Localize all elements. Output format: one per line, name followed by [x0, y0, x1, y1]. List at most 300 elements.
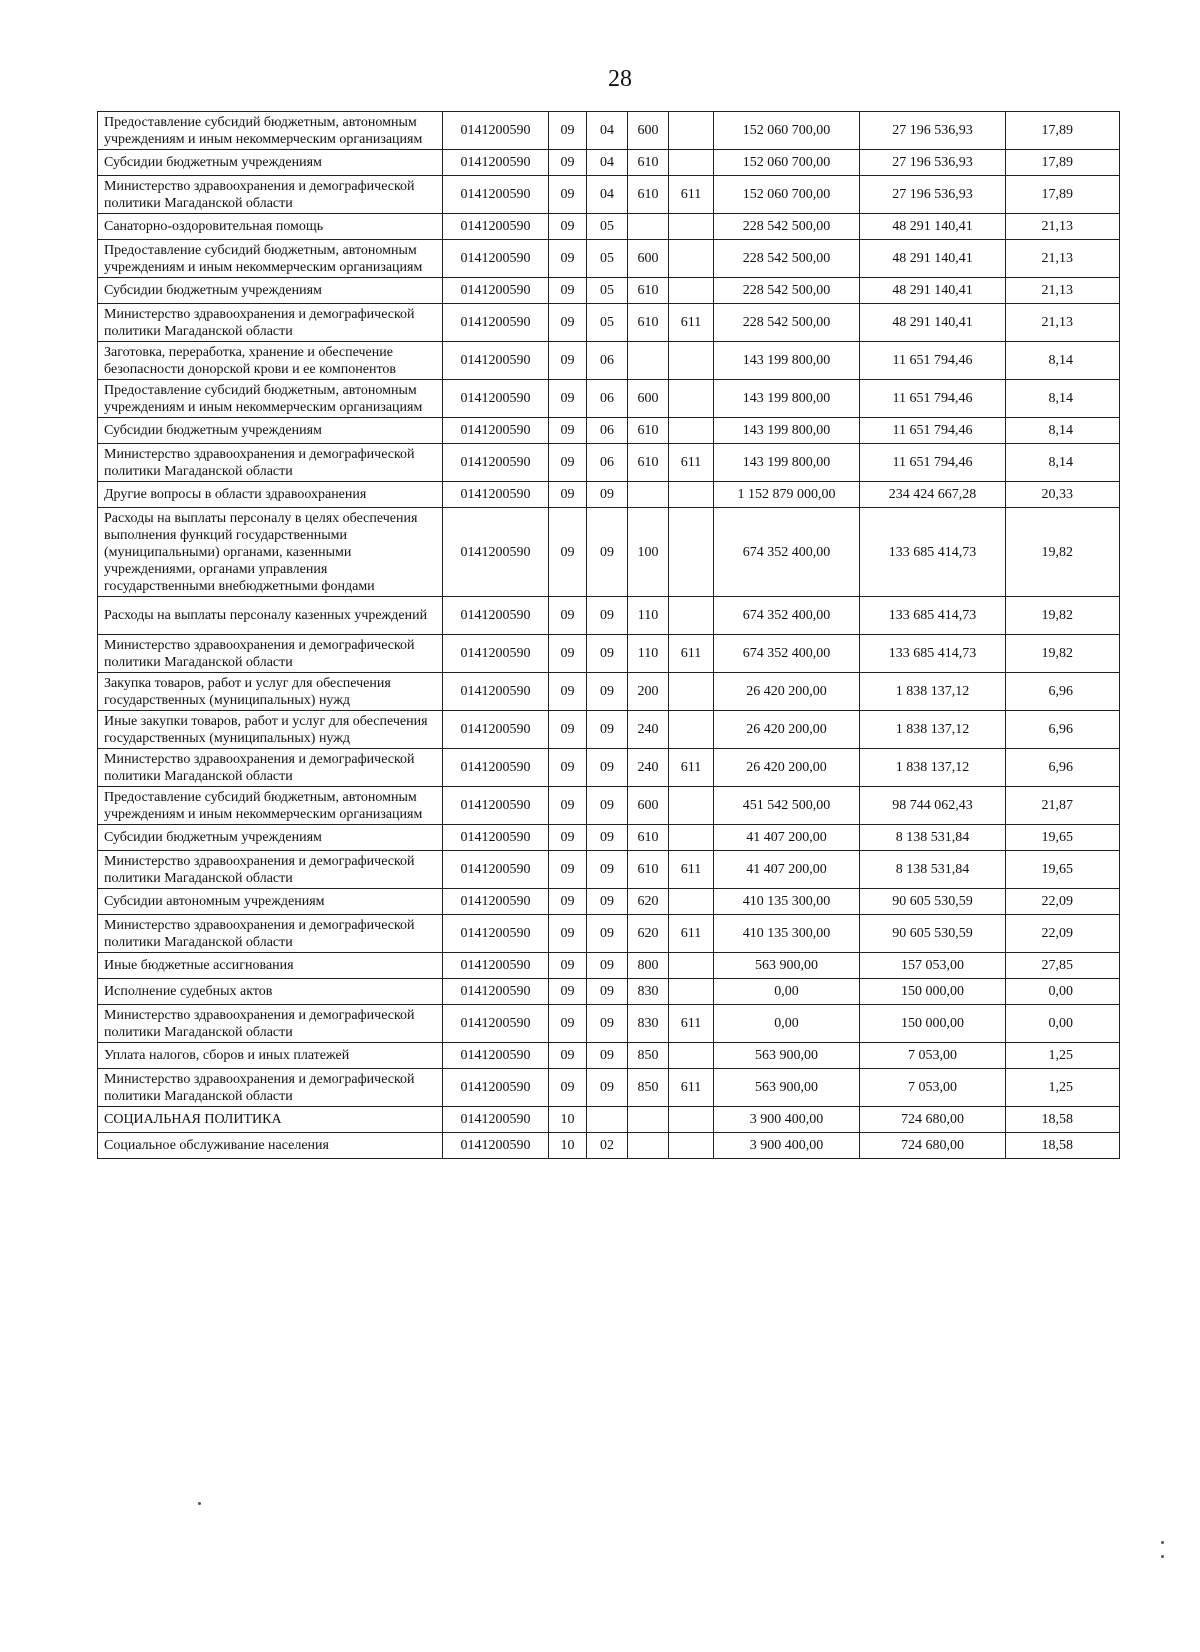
row-executed-amount: 1 838 137,12 [860, 711, 1006, 749]
scan-speck [1161, 1555, 1164, 1558]
row-executed-amount: 90 605 530,59 [860, 889, 1006, 915]
row-subsection: 06 [587, 342, 628, 380]
row-planned-amount: 410 135 300,00 [714, 889, 860, 915]
row-executed-amount: 11 651 794,46 [860, 418, 1006, 444]
row-expense-type: 610 [628, 150, 669, 176]
row-execution-percent: 6,96 [1006, 673, 1120, 711]
table-row [98, 444, 1120, 482]
row-execution-percent: 20,33 [1006, 482, 1120, 508]
row-target-article: 0141200590 [443, 418, 549, 444]
table-row [98, 150, 1120, 176]
row-executed-amount: 90 605 530,59 [860, 915, 1006, 953]
table-row [98, 1043, 1120, 1069]
row-executed-amount: 157 053,00 [860, 953, 1006, 979]
row-name: Уплата налогов, сборов и иных платежей [98, 1043, 443, 1069]
row-subsection: 05 [587, 240, 628, 278]
row-expense-type: 610 [628, 444, 669, 482]
table-row [98, 214, 1120, 240]
row-administrator-code [669, 787, 714, 825]
row-executed-amount: 11 651 794,46 [860, 444, 1006, 482]
row-target-article: 0141200590 [443, 508, 549, 597]
table-row [98, 508, 1120, 597]
row-subsection: 09 [587, 825, 628, 851]
row-planned-amount: 228 542 500,00 [714, 278, 860, 304]
row-target-article: 0141200590 [443, 1005, 549, 1043]
row-subsection: 09 [587, 1069, 628, 1107]
row-section: 09 [549, 380, 587, 418]
row-name: Субсидии бюджетным учреждениям [98, 150, 443, 176]
row-section: 09 [549, 304, 587, 342]
row-executed-amount: 8 138 531,84 [860, 851, 1006, 889]
row-section: 09 [549, 915, 587, 953]
row-planned-amount: 143 199 800,00 [714, 418, 860, 444]
row-name: Министерство здравоохранения и демографической политики Магаданской области [98, 851, 443, 889]
row-execution-percent: 21,13 [1006, 304, 1120, 342]
row-expense-type: 850 [628, 1043, 669, 1069]
table-row [98, 1107, 1120, 1133]
table-row [98, 825, 1120, 851]
row-name: Расходы на выплаты персоналу в целях обеспечения выполнения функций государственными (муниципальными) органами, казенными учреждениями, органами управления государственными внебюджетными фондами [98, 508, 443, 597]
row-administrator-code [669, 825, 714, 851]
table-row [98, 851, 1120, 889]
row-section: 09 [549, 150, 587, 176]
row-executed-amount: 48 291 140,41 [860, 304, 1006, 342]
row-expense-type: 850 [628, 1069, 669, 1107]
row-name: Исполнение судебных актов [98, 979, 443, 1005]
row-administrator-code [669, 953, 714, 979]
row-administrator-code [669, 597, 714, 635]
row-planned-amount: 563 900,00 [714, 1069, 860, 1107]
row-planned-amount: 143 199 800,00 [714, 444, 860, 482]
table-row [98, 176, 1120, 214]
row-execution-percent: 1,25 [1006, 1069, 1120, 1107]
row-planned-amount: 563 900,00 [714, 1043, 860, 1069]
row-planned-amount: 0,00 [714, 979, 860, 1005]
row-expense-type: 610 [628, 176, 669, 214]
scan-speck [1161, 1541, 1164, 1544]
row-planned-amount: 3 900 400,00 [714, 1107, 860, 1133]
row-planned-amount: 228 542 500,00 [714, 240, 860, 278]
row-name: Предоставление субсидий бюджетным, автономным учреждениям и иным некоммерческим организациям [98, 380, 443, 418]
row-name: Предоставление субсидий бюджетным, автономным учреждениям и иным некоммерческим организациям [98, 112, 443, 150]
row-expense-type: 610 [628, 304, 669, 342]
row-administrator-code: 611 [669, 444, 714, 482]
row-subsection: 04 [587, 176, 628, 214]
row-executed-amount: 150 000,00 [860, 1005, 1006, 1043]
row-executed-amount: 7 053,00 [860, 1069, 1006, 1107]
row-administrator-code [669, 1107, 714, 1133]
row-target-article: 0141200590 [443, 214, 549, 240]
row-subsection: 05 [587, 214, 628, 240]
table-row [98, 889, 1120, 915]
row-name: Министерство здравоохранения и демографической политики Магаданской области [98, 176, 443, 214]
row-execution-percent: 19,82 [1006, 597, 1120, 635]
row-planned-amount: 26 420 200,00 [714, 711, 860, 749]
page-number: 28 [608, 66, 632, 92]
table-row [98, 673, 1120, 711]
row-expense-type: 600 [628, 240, 669, 278]
row-subsection: 09 [587, 673, 628, 711]
row-target-article: 0141200590 [443, 176, 549, 214]
row-section: 09 [549, 711, 587, 749]
row-section: 09 [549, 749, 587, 787]
row-subsection: 09 [587, 1043, 628, 1069]
row-section: 10 [549, 1133, 587, 1159]
row-execution-percent: 22,09 [1006, 915, 1120, 953]
row-executed-amount: 234 424 667,28 [860, 482, 1006, 508]
row-executed-amount: 133 685 414,73 [860, 635, 1006, 673]
row-planned-amount: 143 199 800,00 [714, 342, 860, 380]
row-executed-amount: 724 680,00 [860, 1107, 1006, 1133]
row-planned-amount: 143 199 800,00 [714, 380, 860, 418]
row-target-article: 0141200590 [443, 1107, 549, 1133]
row-administrator-code [669, 1043, 714, 1069]
row-planned-amount: 410 135 300,00 [714, 915, 860, 953]
row-target-article: 0141200590 [443, 112, 549, 150]
row-name: Субсидии бюджетным учреждениям [98, 825, 443, 851]
row-expense-type: 610 [628, 825, 669, 851]
row-name: Иные бюджетные ассигнования [98, 953, 443, 979]
row-section: 09 [549, 787, 587, 825]
row-subsection: 09 [587, 979, 628, 1005]
row-section: 09 [549, 342, 587, 380]
row-target-article: 0141200590 [443, 889, 549, 915]
row-expense-type: 200 [628, 673, 669, 711]
row-administrator-code [669, 979, 714, 1005]
row-planned-amount: 451 542 500,00 [714, 787, 860, 825]
row-target-article: 0141200590 [443, 953, 549, 979]
row-name: Субсидии автономным учреждениям [98, 889, 443, 915]
row-administrator-code [669, 508, 714, 597]
row-expense-type: 600 [628, 112, 669, 150]
row-target-article: 0141200590 [443, 278, 549, 304]
scan-speck [198, 1502, 201, 1505]
row-name: Предоставление субсидий бюджетным, автономным учреждениям и иным некоммерческим организациям [98, 787, 443, 825]
row-execution-percent: 8,14 [1006, 418, 1120, 444]
row-execution-percent: 8,14 [1006, 342, 1120, 380]
row-target-article: 0141200590 [443, 342, 549, 380]
row-section: 09 [549, 597, 587, 635]
row-section: 09 [549, 889, 587, 915]
table-row [98, 787, 1120, 825]
row-execution-percent: 21,13 [1006, 278, 1120, 304]
table-row [98, 635, 1120, 673]
row-administrator-code [669, 418, 714, 444]
row-execution-percent: 17,89 [1006, 150, 1120, 176]
row-target-article: 0141200590 [443, 787, 549, 825]
row-name: Предоставление субсидий бюджетным, автономным учреждениям и иным некоммерческим организациям [98, 240, 443, 278]
row-execution-percent: 0,00 [1006, 979, 1120, 1005]
row-name: Министерство здравоохранения и демографической политики Магаданской области [98, 1069, 443, 1107]
row-administrator-code [669, 711, 714, 749]
row-expense-type [628, 1133, 669, 1159]
row-name: Министерство здравоохранения и демографической политики Магаданской области [98, 444, 443, 482]
row-administrator-code: 611 [669, 851, 714, 889]
row-administrator-code [669, 1133, 714, 1159]
row-executed-amount: 98 744 062,43 [860, 787, 1006, 825]
row-expense-type: 110 [628, 597, 669, 635]
row-execution-percent: 22,09 [1006, 889, 1120, 915]
row-administrator-code: 611 [669, 635, 714, 673]
row-planned-amount: 41 407 200,00 [714, 825, 860, 851]
row-subsection: 04 [587, 150, 628, 176]
row-execution-percent: 8,14 [1006, 380, 1120, 418]
row-section: 09 [549, 214, 587, 240]
row-execution-percent: 6,96 [1006, 749, 1120, 787]
row-execution-percent: 17,89 [1006, 176, 1120, 214]
row-expense-type: 600 [628, 787, 669, 825]
row-administrator-code: 611 [669, 749, 714, 787]
row-executed-amount: 8 138 531,84 [860, 825, 1006, 851]
table-row [98, 482, 1120, 508]
row-target-article: 0141200590 [443, 711, 549, 749]
row-name: Заготовка, переработка, хранение и обеспечение безопасности донорской крови и ее компонентов [98, 342, 443, 380]
row-name: Иные закупки товаров, работ и услуг для обеспечения государственных (муниципальных) нужд [98, 711, 443, 749]
row-target-article: 0141200590 [443, 304, 549, 342]
table-row [98, 304, 1120, 342]
row-executed-amount: 48 291 140,41 [860, 240, 1006, 278]
table-row [98, 1069, 1120, 1107]
row-execution-percent: 18,58 [1006, 1107, 1120, 1133]
row-name: Министерство здравоохранения и демографической политики Магаданской области [98, 304, 443, 342]
row-subsection: 05 [587, 278, 628, 304]
row-execution-percent: 18,58 [1006, 1133, 1120, 1159]
table-row [98, 1133, 1120, 1159]
row-administrator-code: 611 [669, 915, 714, 953]
row-subsection: 02 [587, 1133, 628, 1159]
row-name: Закупка товаров, работ и услуг для обеспечения государственных (муниципальных) нужд [98, 673, 443, 711]
row-section: 09 [549, 508, 587, 597]
row-expense-type: 620 [628, 915, 669, 953]
row-subsection: 09 [587, 635, 628, 673]
row-planned-amount: 152 060 700,00 [714, 176, 860, 214]
row-name: Министерство здравоохранения и демографической политики Магаданской области [98, 1005, 443, 1043]
row-administrator-code [669, 278, 714, 304]
row-target-article: 0141200590 [443, 240, 549, 278]
row-executed-amount: 48 291 140,41 [860, 214, 1006, 240]
row-planned-amount: 26 420 200,00 [714, 673, 860, 711]
row-name: Санаторно-оздоровительная помощь [98, 214, 443, 240]
row-administrator-code [669, 380, 714, 418]
row-section: 09 [549, 1043, 587, 1069]
row-executed-amount: 11 651 794,46 [860, 342, 1006, 380]
table-row [98, 112, 1120, 150]
row-planned-amount: 152 060 700,00 [714, 150, 860, 176]
row-administrator-code [669, 150, 714, 176]
row-target-article: 0141200590 [443, 635, 549, 673]
row-executed-amount: 1 838 137,12 [860, 749, 1006, 787]
row-section: 09 [549, 482, 587, 508]
row-section: 09 [549, 112, 587, 150]
row-planned-amount: 563 900,00 [714, 953, 860, 979]
table-row [98, 1005, 1120, 1043]
row-section: 09 [549, 278, 587, 304]
table-row [98, 979, 1120, 1005]
row-expense-type: 610 [628, 418, 669, 444]
row-section: 09 [549, 1069, 587, 1107]
row-executed-amount: 133 685 414,73 [860, 597, 1006, 635]
row-expense-type: 240 [628, 711, 669, 749]
row-target-article: 0141200590 [443, 380, 549, 418]
row-section: 09 [549, 1005, 587, 1043]
row-administrator-code [669, 889, 714, 915]
row-executed-amount: 48 291 140,41 [860, 278, 1006, 304]
row-target-article: 0141200590 [443, 597, 549, 635]
row-subsection: 09 [587, 915, 628, 953]
row-section: 09 [549, 635, 587, 673]
row-subsection: 09 [587, 1005, 628, 1043]
row-subsection: 09 [587, 851, 628, 889]
row-executed-amount: 27 196 536,93 [860, 112, 1006, 150]
row-administrator-code: 611 [669, 176, 714, 214]
row-section: 09 [549, 825, 587, 851]
row-execution-percent: 19,82 [1006, 508, 1120, 597]
row-expense-type [628, 1107, 669, 1133]
table-row [98, 380, 1120, 418]
row-target-article: 0141200590 [443, 482, 549, 508]
row-execution-percent: 19,82 [1006, 635, 1120, 673]
table-row [98, 749, 1120, 787]
row-subsection: 09 [587, 889, 628, 915]
row-target-article: 0141200590 [443, 825, 549, 851]
row-planned-amount: 674 352 400,00 [714, 597, 860, 635]
row-expense-type: 620 [628, 889, 669, 915]
row-subsection: 09 [587, 787, 628, 825]
row-executed-amount: 11 651 794,46 [860, 380, 1006, 418]
row-name: Министерство здравоохранения и демографической политики Магаданской области [98, 915, 443, 953]
table-body [98, 112, 1120, 1159]
row-subsection: 06 [587, 444, 628, 482]
row-expense-type: 610 [628, 851, 669, 889]
table-row [98, 240, 1120, 278]
row-section: 10 [549, 1107, 587, 1133]
table-row [98, 711, 1120, 749]
budget-table [97, 111, 1120, 1159]
row-administrator-code [669, 240, 714, 278]
row-execution-percent: 21,13 [1006, 214, 1120, 240]
row-name: Субсидии бюджетным учреждениям [98, 278, 443, 304]
row-section: 09 [549, 979, 587, 1005]
row-execution-percent: 17,89 [1006, 112, 1120, 150]
row-subsection: 06 [587, 418, 628, 444]
row-target-article: 0141200590 [443, 444, 549, 482]
row-name: Социальное обслуживание населения [98, 1133, 443, 1159]
row-name: Субсидии бюджетным учреждениям [98, 418, 443, 444]
row-execution-percent: 6,96 [1006, 711, 1120, 749]
row-subsection: 09 [587, 508, 628, 597]
row-target-article: 0141200590 [443, 1069, 549, 1107]
row-subsection: 09 [587, 711, 628, 749]
row-section: 09 [549, 444, 587, 482]
row-subsection: 09 [587, 482, 628, 508]
row-planned-amount: 674 352 400,00 [714, 635, 860, 673]
row-planned-amount: 26 420 200,00 [714, 749, 860, 787]
row-execution-percent: 21,13 [1006, 240, 1120, 278]
row-executed-amount: 7 053,00 [860, 1043, 1006, 1069]
row-expense-type [628, 342, 669, 380]
row-section: 09 [549, 418, 587, 444]
row-section: 09 [549, 673, 587, 711]
row-executed-amount: 133 685 414,73 [860, 508, 1006, 597]
row-subsection: 05 [587, 304, 628, 342]
row-execution-percent: 27,85 [1006, 953, 1120, 979]
row-subsection: 06 [587, 380, 628, 418]
table-row [98, 278, 1120, 304]
row-administrator-code [669, 482, 714, 508]
row-administrator-code [669, 112, 714, 150]
row-section: 09 [549, 851, 587, 889]
row-name: СОЦИАЛЬНАЯ ПОЛИТИКА [98, 1107, 443, 1133]
row-planned-amount: 0,00 [714, 1005, 860, 1043]
row-expense-type: 610 [628, 278, 669, 304]
row-planned-amount: 1 152 879 000,00 [714, 482, 860, 508]
row-planned-amount: 228 542 500,00 [714, 304, 860, 342]
row-executed-amount: 27 196 536,93 [860, 176, 1006, 214]
row-name: Расходы на выплаты персоналу казенных учреждений [98, 597, 443, 635]
row-target-article: 0141200590 [443, 851, 549, 889]
table-row [98, 953, 1120, 979]
row-planned-amount: 674 352 400,00 [714, 508, 860, 597]
row-executed-amount: 1 838 137,12 [860, 673, 1006, 711]
row-execution-percent: 19,65 [1006, 851, 1120, 889]
row-execution-percent: 1,25 [1006, 1043, 1120, 1069]
row-planned-amount: 152 060 700,00 [714, 112, 860, 150]
row-administrator-code: 611 [669, 304, 714, 342]
row-execution-percent: 0,00 [1006, 1005, 1120, 1043]
table-row [98, 597, 1120, 635]
row-expense-type [628, 214, 669, 240]
row-name: Министерство здравоохранения и демографической политики Магаданской области [98, 749, 443, 787]
row-target-article: 0141200590 [443, 749, 549, 787]
row-execution-percent: 19,65 [1006, 825, 1120, 851]
row-name: Другие вопросы в области здравоохранения [98, 482, 443, 508]
row-section: 09 [549, 240, 587, 278]
row-target-article: 0141200590 [443, 673, 549, 711]
row-subsection [587, 1107, 628, 1133]
row-target-article: 0141200590 [443, 915, 549, 953]
row-section: 09 [549, 176, 587, 214]
row-target-article: 0141200590 [443, 979, 549, 1005]
row-administrator-code [669, 214, 714, 240]
row-expense-type: 600 [628, 380, 669, 418]
row-expense-type: 830 [628, 1005, 669, 1043]
row-target-article: 0141200590 [443, 150, 549, 176]
table-row [98, 342, 1120, 380]
row-execution-percent: 21,87 [1006, 787, 1120, 825]
row-subsection: 04 [587, 112, 628, 150]
row-executed-amount: 150 000,00 [860, 979, 1006, 1005]
row-section: 09 [549, 953, 587, 979]
row-expense-type [628, 482, 669, 508]
row-executed-amount: 27 196 536,93 [860, 150, 1006, 176]
row-administrator-code: 611 [669, 1005, 714, 1043]
row-planned-amount: 41 407 200,00 [714, 851, 860, 889]
table-row [98, 418, 1120, 444]
row-planned-amount: 228 542 500,00 [714, 214, 860, 240]
row-administrator-code: 611 [669, 1069, 714, 1107]
row-administrator-code [669, 342, 714, 380]
row-target-article: 0141200590 [443, 1043, 549, 1069]
row-administrator-code [669, 673, 714, 711]
row-subsection: 09 [587, 953, 628, 979]
row-expense-type: 830 [628, 979, 669, 1005]
row-subsection: 09 [587, 749, 628, 787]
row-executed-amount: 724 680,00 [860, 1133, 1006, 1159]
row-planned-amount: 3 900 400,00 [714, 1133, 860, 1159]
row-expense-type: 100 [628, 508, 669, 597]
row-target-article: 0141200590 [443, 1133, 549, 1159]
row-name: Министерство здравоохранения и демографической политики Магаданской области [98, 635, 443, 673]
